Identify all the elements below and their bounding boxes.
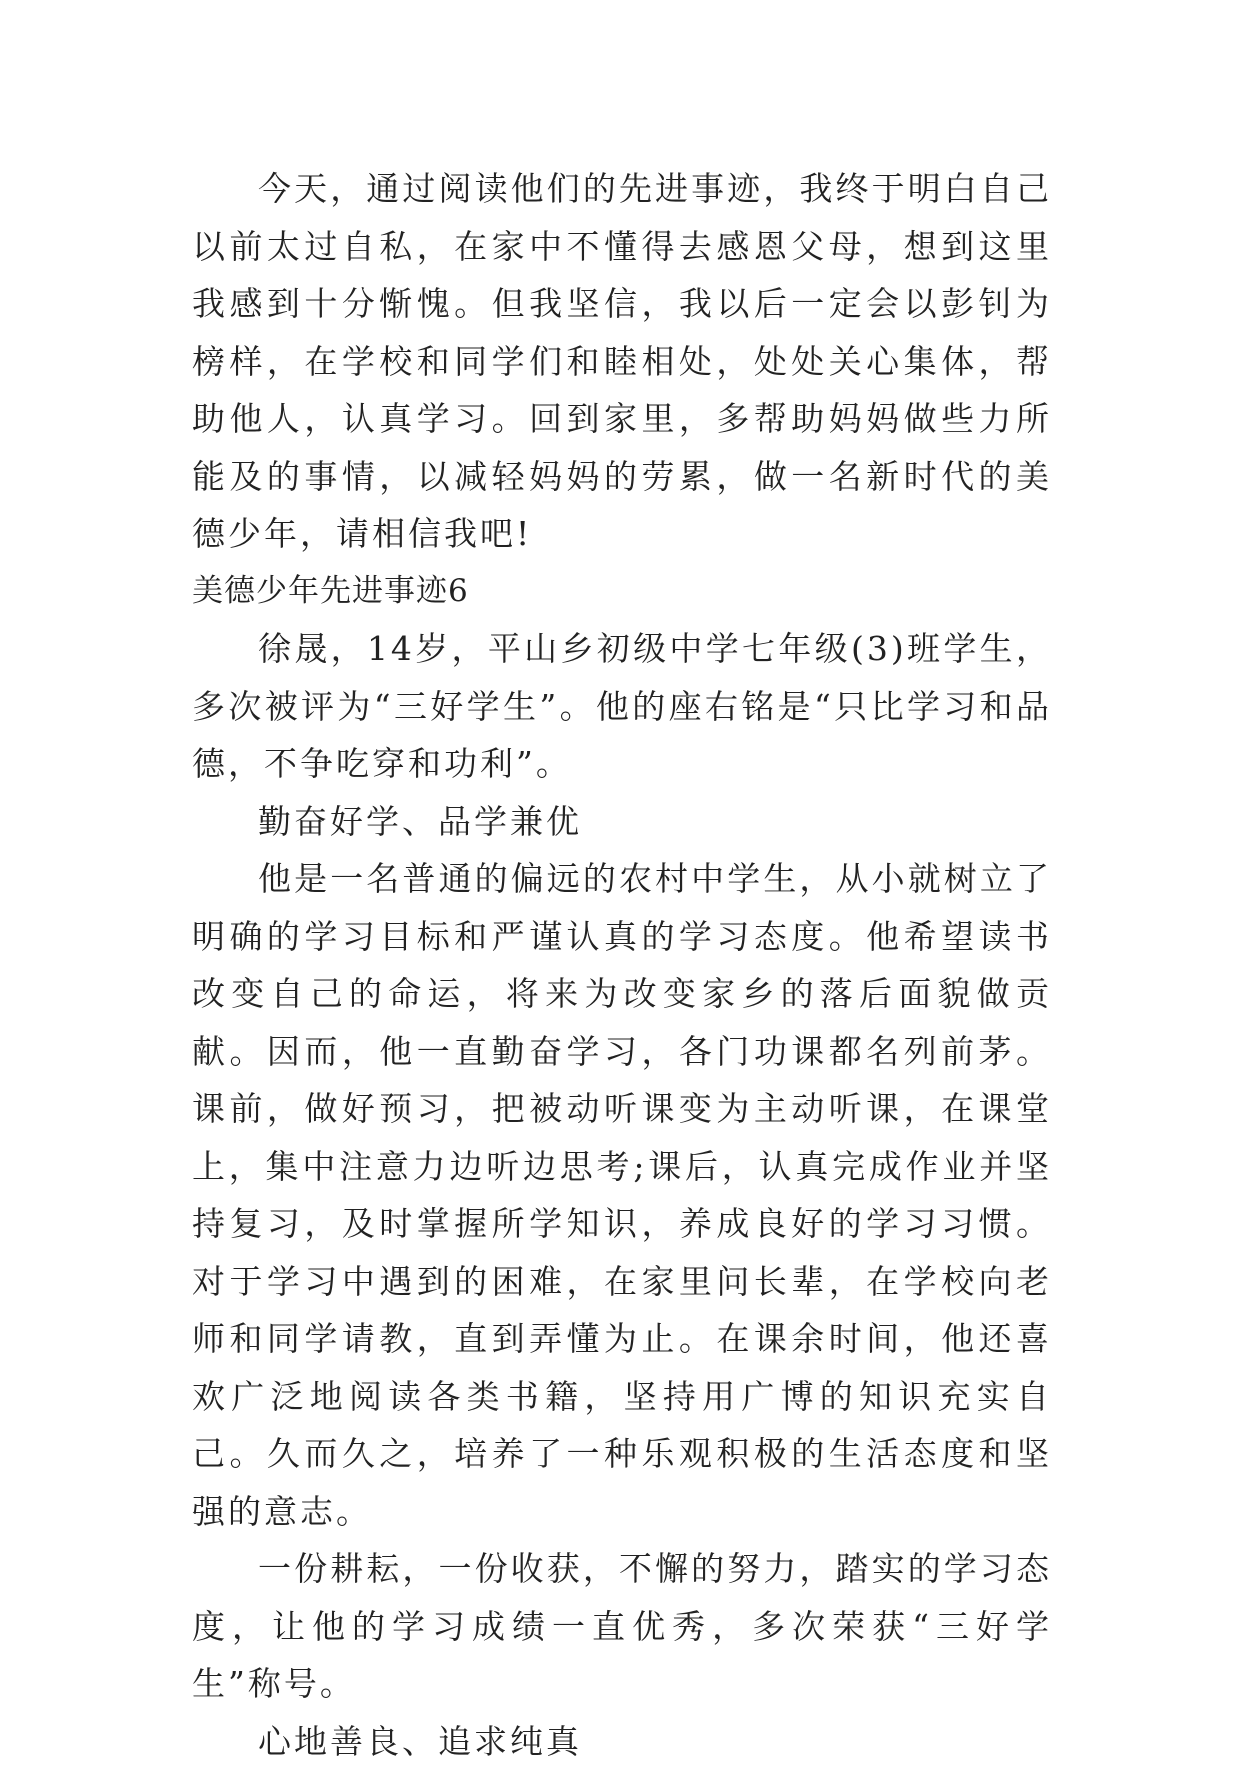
- paragraph-profile: 徐晟，14岁，平山乡初级中学七年级(3)班学生，多次被评为“三好学生”。他的座右铭是“只比学习和品德，不争吃穿和功利”。: [192, 620, 1052, 793]
- paragraph-study: 他是一名普通的偏远的农村中学生，从小就树立了明确的学习目标和严谨认真的学习态度。他希望读书改变自己的命运，将来为改变家乡的落后面貌做贡献。因而，他一直勤奋学习，各门功课都名列前茅。课前，做好预习，把被动听课变为主动听课，在课堂上，集中注意力边听边思考;课后，认真完成作业并坚持复习，及时掌握所学知识，养成良好的学习习惯。对于学习中遇到的困难，在家里问长辈，在学校向老师和同学请教，直到弄懂为止。在课余时间，他还喜欢广泛地阅读各类书籍，坚持用广博的知识充实自己。久而久之，培养了一种乐观积极的生活态度和坚强的意志。: [192, 850, 1052, 1540]
- paragraph-harvest: 一份耕耘，一份收获，不懈的努力，踏实的学习态度，让他的学习成绩一直优秀，多次荣获“三好学生”称号。: [192, 1540, 1052, 1713]
- paragraph-intro: 今天，通过阅读他们的先进事迹，我终于明白自己以前太过自私，在家中不懂得去感恩父母，想到这里我感到十分惭愧。但我坚信，我以后一定会以彭钊为榜样，在学校和同学们和睦相处，处处关心集体，帮助他人，认真学习。回到家里，多帮助妈妈做些力所能及的事情，以减轻妈妈的劳累，做一名新时代的美德少年，请相信我吧!: [192, 160, 1052, 563]
- subheading-kindhearted: 心地善良、追求纯真: [192, 1713, 1052, 1770]
- subheading-diligent: 勤奋好学、品学兼优: [192, 793, 1052, 851]
- document-body: [192, 160, 1052, 1770]
- section-title: 美德少年先进事迹6: [192, 563, 1052, 621]
